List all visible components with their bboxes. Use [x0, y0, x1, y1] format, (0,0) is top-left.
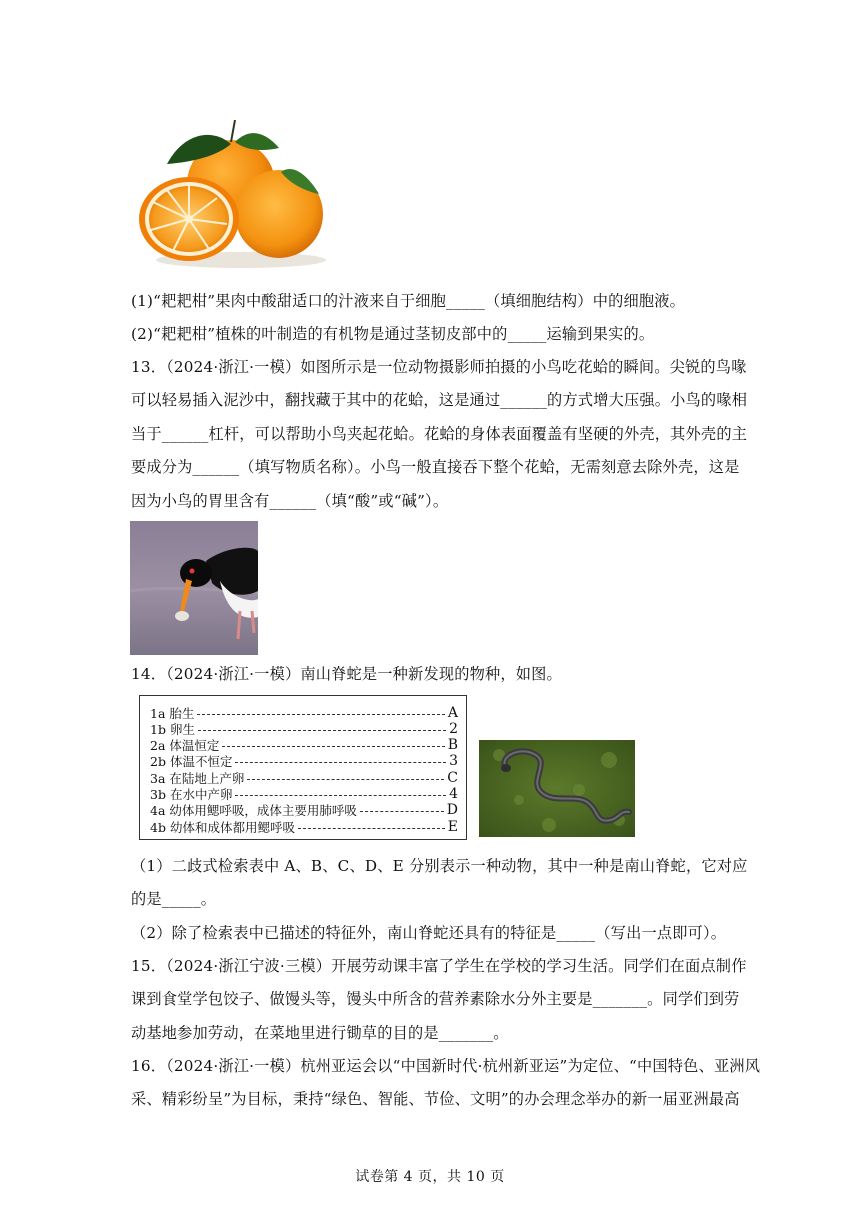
q15-line2: 课到食堂学包饺子、做馒头等，馒头中所含的营养素除水分外主要是_______。同学们到劳: [131, 990, 740, 1008]
snake-image: [479, 740, 635, 837]
q14-sub2: （2）除了检索表中已描述的特征外，南山脊蛇还具有的特征是_____（写出一点即可）。: [131, 924, 727, 942]
key-row: 3a 在陆地上产卵 C: [150, 770, 458, 786]
q15-line3: 动基地参加劳动，在菜地里进行锄草的目的是_______。: [131, 1024, 509, 1042]
page-footer: 试卷第 4 页，共 10 页: [355, 1169, 505, 1185]
q16-line2: 采、精彩纷呈”为目标，秉持“绿色、智能、节俭、文明”的办会理念举办的新一届亚洲最高: [131, 1090, 740, 1108]
q12-part2: (2)“耙耙柑”植株的叶制造的有机物是通过茎韧皮部中的_____运输到果实的。: [131, 325, 655, 343]
q16-line1: 16．（2024·浙江·一模）杭州亚运会以“中国新时代·杭州新亚运”为定位、“中国特色、亚洲风: [131, 1057, 761, 1075]
key-row: 2a 体温恒定 B: [150, 737, 458, 753]
bird-image: [130, 521, 258, 655]
key-row: 2b 体温不恒定 3: [150, 753, 458, 769]
oranges-image: [131, 112, 331, 270]
q13-line4: 要成分为______（填写物质名称）。小鸟一般直接吞下整个花蛤，无需刻意去除外壳，这是: [131, 458, 740, 476]
key-row: 4a 幼体用鳃呼吸，成体主要用肺呼吸 D: [150, 802, 458, 818]
q14-line1: 14．（2024·浙江·一模）南山脊蛇是一种新发现的物种，如图。: [131, 665, 562, 683]
q13-line2: 可以轻易插入泥沙中，翻找藏于其中的花蛤，这是通过______的方式增大压强。小鸟的喙相: [131, 391, 748, 409]
q15-line1: 15．（2024·浙江宁波·三模）开展劳动课丰富了学生在学校的学习生活。同学们在面点制作: [131, 957, 747, 975]
q13-line3: 当于______杠杆，可以帮助小鸟夹起花蛤。花蛤的身体表面覆盖有坚硬的外壳，其外壳的主: [131, 425, 748, 443]
q14-sub1-line1: （1）二歧式检索表中 A、B、C、D、E 分别表示一种动物，其中一种是南山脊蛇，它对应: [131, 857, 748, 875]
key-row: 3b 在水中产卵 4: [150, 786, 458, 802]
key-row: 1a 胎生 A: [150, 705, 458, 721]
q14-sub1-line2: 的是_____。: [131, 890, 217, 908]
dichotomous-key-table: [139, 695, 467, 840]
key-row: 4b 幼体和成体都用鳃呼吸 E: [150, 819, 458, 835]
key-row: 1b 卵生 2: [150, 721, 458, 737]
q12-part1: (1)“耙耙柑”果肉中酸甜适口的汁液来自于细胞_____（填细胞结构）中的细胞液。: [131, 292, 686, 310]
q13-line1: 13．（2024·浙江·一模）如图所示是一位动物摄影师拍摄的小鸟吃花蛤的瞬间。尖锐的鸟喙: [131, 358, 747, 376]
q13-line5: 因为小鸟的胃里含有______（填“酸”或“碱”）。: [131, 492, 449, 510]
